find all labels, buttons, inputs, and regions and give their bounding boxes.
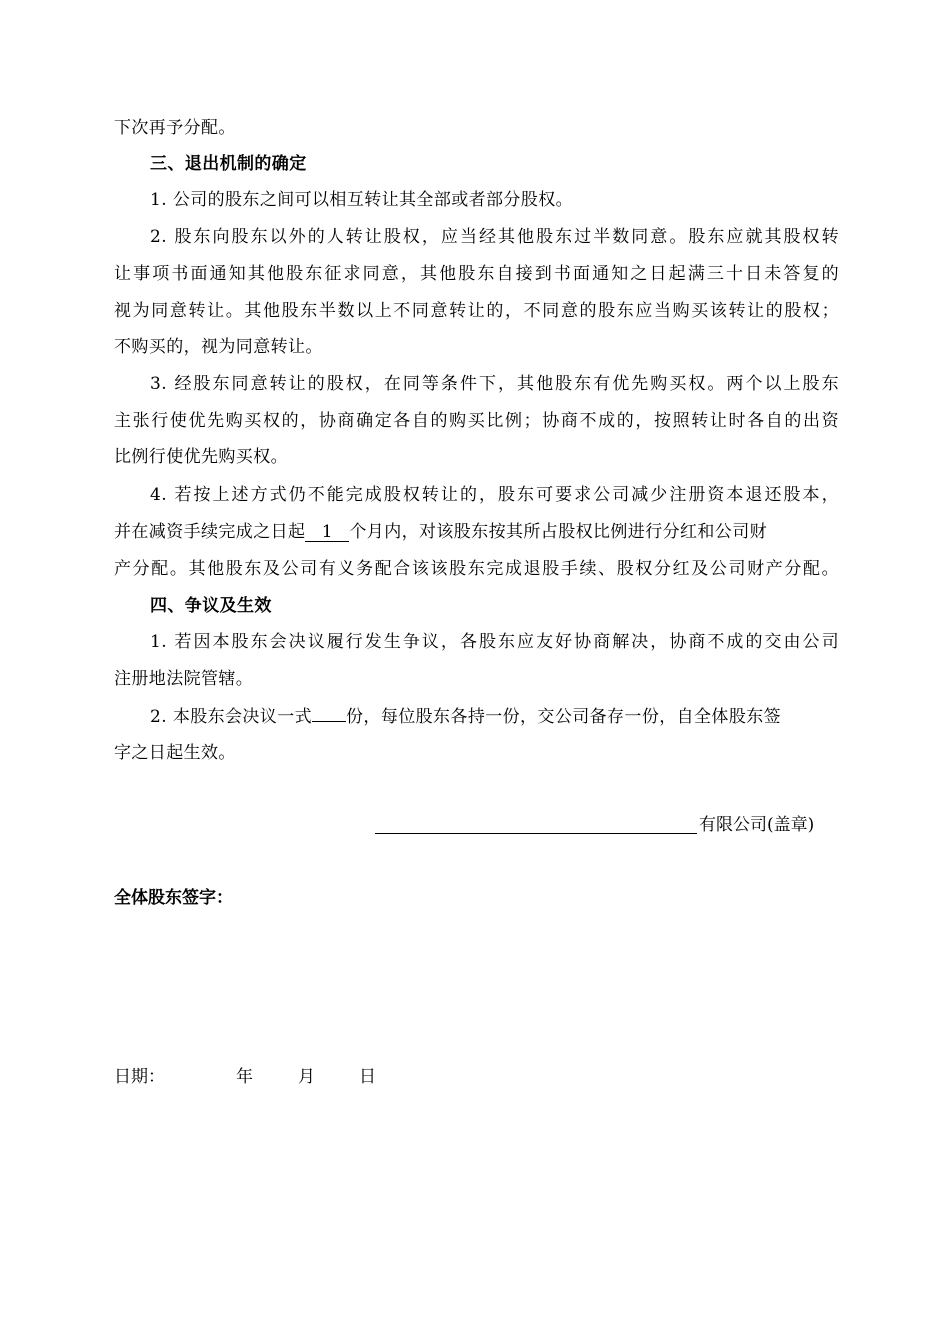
section-4-item-2-line-1	[150, 705, 839, 729]
section-4-item-2-line-2: 字之日起生效。	[114, 743, 236, 763]
section-4-heading: 四、争议及生效	[150, 596, 272, 616]
section-3-item-4-line-2	[114, 520, 839, 544]
date-day-label: 日	[359, 1067, 376, 1087]
item-2-text-before-copies: 2. 本股东会决议一式	[150, 707, 313, 727]
section-3-item-2-line-1: 2. 股东向股东以外的人转让股权，应当经其他股东过半数同意。股东应就其股权转	[150, 227, 839, 247]
company-seal-label: 有限公司(盖章)	[699, 815, 815, 835]
section-3-item-2-line-4: 不购买的，视为同意转让。	[114, 337, 323, 357]
section-3-item-3-line-2: 主张行使优先购买权的，协商确定各自的购买比例；协商不成的，按照转让时各自的出资	[114, 411, 839, 431]
date-month-label: 月	[298, 1067, 315, 1087]
date-year-label: 年	[236, 1067, 253, 1087]
section-3-item-2-line-2: 让事项书面通知其他股东征求同意，其他股东自接到书面通知之日起满三十日未答复的	[114, 264, 839, 284]
section-3-item-3-line-1: 3. 经股东同意转让的股权，在同等条件下，其他股东有优先购买权。两个以上股东	[150, 374, 839, 394]
months-blank-field: 1	[305, 523, 349, 542]
section-3-item-4-line-1: 4. 若按上述方式仍不能完成股权转让的，股东可要求公司减少注册资本退还股本，	[150, 485, 839, 505]
company-name-blank-line	[375, 833, 697, 834]
paragraph-tail: 下次再予分配。	[114, 118, 236, 138]
section-4-item-1-line-1: 1. 若因本股东会决议履行发生争议，各股东应友好协商解决，协商不成的交由公司	[150, 632, 839, 652]
item-4-text-before-months: 并在减资手续完成之日起	[114, 522, 306, 542]
item-4-text-after-months: 个月内，对该股东按其所占股权比例进行分红和公司财	[349, 522, 768, 542]
section-3-item-3-line-3: 比例行使优先购买权。	[114, 447, 288, 467]
section-3-item-2-line-3: 视为同意转让。其他股东半数以上不同意转让的，不同意的股东应当购买该转让的股权；	[114, 301, 839, 321]
section-3-item-4-line-3: 产分配。其他股东及公司有义务配合该该股东完成退股手续、股权分红及公司财产分配。	[114, 559, 839, 579]
section-4-item-1-line-2: 注册地法院管辖。	[114, 669, 254, 689]
section-3-item-1: 1. 公司的股东之间可以相互转让其全部或者部分股权。	[150, 190, 574, 210]
date-label: 日期：	[114, 1067, 165, 1087]
shareholders-signature-label: 全体股东签字：	[114, 888, 233, 908]
copies-blank-field	[312, 721, 346, 722]
section-3-heading: 三、退出机制的确定	[150, 154, 307, 174]
item-2-text-after-copies: 份，每位股东各持一份，交公司备存一份，自全体股东签	[346, 707, 782, 727]
